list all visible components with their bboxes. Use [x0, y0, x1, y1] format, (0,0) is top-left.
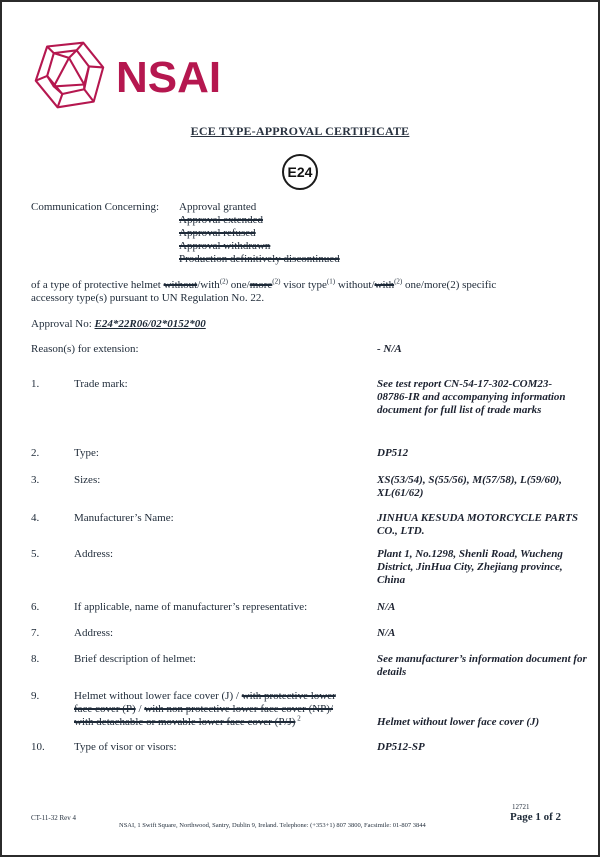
item-label-manufacturer-name: Manufacturer’s Name: — [74, 512, 174, 524]
footnote-ref: 2 — [295, 714, 301, 723]
struck-more: more — [249, 279, 273, 291]
struck-with: with — [374, 279, 395, 291]
footnote-ref: (2) — [272, 277, 281, 286]
item-value-representative: N/A — [377, 601, 396, 613]
item-number: 9. — [31, 690, 40, 702]
struck-face-cover-np-pj: with non protective lower face cover (NP)/ with detachable or movable lower face cover (P/J) — [74, 703, 334, 728]
certificate-number: 12721 — [512, 803, 530, 811]
item-value-description: See manufacturer’s information document for details — [377, 653, 587, 678]
struck-without: without — [163, 279, 198, 291]
item-label-trade-mark: Trade mark: — [74, 378, 128, 390]
option-production-discontinued: Production definitively discontinued — [179, 253, 340, 265]
item-number: 4. — [31, 512, 40, 524]
item-number: 2. — [31, 447, 40, 459]
extension-value: - N/A — [377, 343, 402, 355]
item-number: 7. — [31, 627, 40, 639]
intro-without: without/ — [335, 279, 375, 291]
intro-line-2: accessory type(s) pursuant to UN Regulation No. 22. — [31, 292, 265, 304]
separator: / — [135, 703, 145, 715]
approval-number-label: Approval No: — [31, 318, 95, 330]
footer-address: NSAI, 1 Swift Square, Northwood, Santry, Dublin 9, Ireland. Telephone: (+353+1) 807 3800, Facsimile: 01-807 3844 — [119, 822, 426, 829]
item-value-manufacturer-name: JINHUA KESUDA MOTORCYCLE PARTS CO., LTD. — [377, 512, 579, 537]
approval-number-row — [31, 318, 206, 331]
item-label-type: Type: — [74, 447, 99, 459]
nsai-logo-icon — [31, 37, 107, 113]
item-value-rep-address: N/A — [377, 627, 396, 639]
item-number: 5. — [31, 548, 40, 560]
intro-with: /with — [197, 279, 220, 291]
page-indicator: Page 1 of 2 — [510, 811, 562, 823]
extension-label: Reason(s) for extension: — [31, 343, 139, 355]
intro-one: one/ — [227, 279, 250, 291]
item-number: 8. — [31, 653, 40, 665]
face-cover-option-j: Helmet without lower face cover (J) / — [74, 690, 242, 702]
item-number: 10. — [31, 741, 45, 753]
item-label-rep-address: Address: — [74, 627, 114, 639]
item-value-address: Plant 1, No.1298, Shenli Road, Wucheng District, JinHua City, Zhejiang province, China — [377, 548, 563, 586]
option-approval-withdrawn: Approval withdrawn — [179, 240, 271, 252]
struck-face-cover-p: with protective lower face cover (P) — [74, 690, 336, 715]
item-number: 6. — [31, 601, 40, 613]
form-code: CT-11-32 Rev 4 — [31, 814, 76, 822]
item-label-description: Brief description of helmet: — [74, 653, 196, 665]
option-approval-extended: Approval extended — [179, 214, 263, 226]
certificate-title: ECE TYPE-APPROVAL CERTIFICATE — [190, 124, 410, 138]
item-value-face-cover: Helmet without lower face cover (J) — [377, 716, 540, 728]
item-value-trade-mark: See test report CN-54-17-302-COM23-08786-IR and accompanying information document for full list of trade marks — [377, 378, 566, 416]
footnote-ref: (1) — [326, 277, 336, 286]
item-label-sizes: Sizes: — [74, 474, 101, 486]
intro-tail: one/more(2) specific — [402, 279, 497, 291]
communication-label: Communication Concerning: — [31, 201, 160, 213]
item-label-face-cover — [74, 690, 349, 729]
footnote-ref: (2) — [394, 277, 403, 286]
intro-text: of a type of protective helmet — [31, 279, 164, 291]
item-label-representative: If applicable, name of manufacturer’s representative: — [74, 601, 308, 613]
item-value-visor-type: DP512-SP — [377, 741, 425, 753]
item-value-type: DP512 — [377, 447, 409, 459]
option-approval-refused: Approval refused — [179, 227, 256, 239]
e24-approval-mark: E24 — [282, 154, 318, 190]
intro-visor: visor type — [280, 279, 327, 291]
item-value-sizes: XS(53/54), S(55/56), M(57/58), L(59/60), XL(61/62) — [377, 474, 562, 499]
item-number: 3. — [31, 474, 40, 486]
footnote-ref: (2) — [219, 277, 228, 286]
item-label-address: Address: — [74, 548, 114, 560]
approval-number-value: E24*22R06/02*0152*00 — [94, 318, 206, 330]
nsai-logo-text: NSAI — [116, 53, 222, 102]
item-number: 1. — [31, 378, 40, 390]
intro-line-1 — [31, 279, 496, 292]
option-approval-granted: Approval granted — [179, 201, 257, 213]
item-label-visor-type: Type of visor or visors: — [74, 741, 177, 753]
